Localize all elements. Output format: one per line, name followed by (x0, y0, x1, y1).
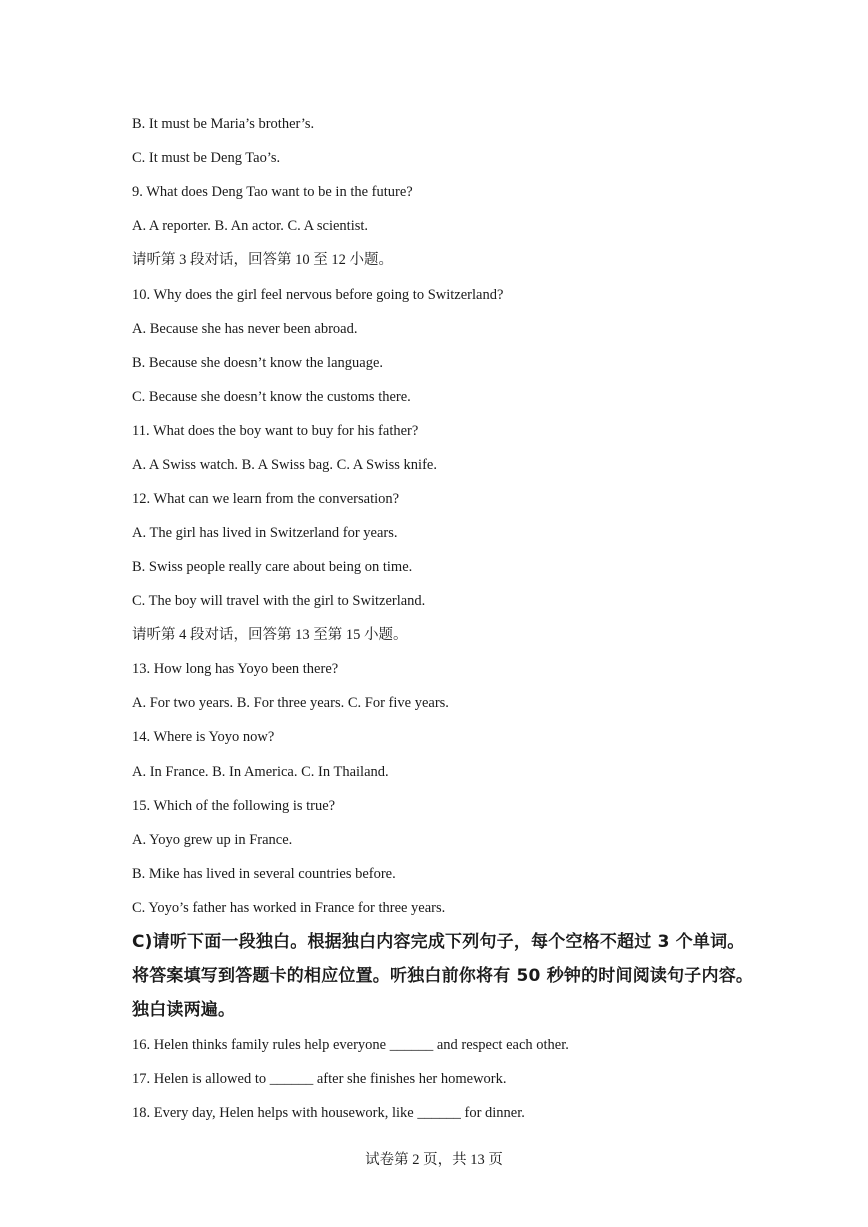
instruction-dialogue-3: 请听第 3 段对话，回答第 10 至 12 小题。 (132, 252, 393, 268)
option-12a: A. The girl has lived in Switzerland for years. (132, 525, 398, 541)
option-12b: B. Swiss people really care about being on time. (132, 559, 413, 575)
question-18: 18. Every day, Helen helps with housework, like ______ for dinner. (132, 1105, 525, 1121)
question-10: 10. Why does the girl feel nervous before going to Switzerland? (132, 287, 504, 303)
question-16: 16. Helen thinks family rules help everyone ______ and respect each other. (132, 1037, 569, 1053)
option-10c: C. Because she doesn’t know the customs there. (132, 389, 411, 405)
question-12: 12. What can we learn from the conversation? (132, 491, 400, 507)
options-9: A. A reporter. B. An actor. C. A scientist. (132, 218, 369, 234)
question-14: 14. Where is Yoyo now? (132, 729, 275, 745)
option-8c: C. It must be Deng Tao’s. (132, 150, 281, 166)
question-9: 9. What does Deng Tao want to be in the future? (132, 184, 413, 200)
option-15c: C. Yoyo’s father has worked in France for three years. (132, 900, 446, 916)
section-c-instruction-line3: 独白读两遍。 (132, 1000, 236, 1020)
option-15a: A. Yoyo grew up in France. (132, 832, 293, 848)
options-11: A. A Swiss watch. B. A Swiss bag. C. A Swiss knife. (132, 457, 437, 473)
section-c-instruction-line2: 将答案填写到答题卡的相应位置。听独白前你将有 50 秒钟的时间阅读句子内容。 (132, 966, 754, 986)
options-13: A. For two years. B. For three years. C. For five years. (132, 695, 449, 711)
instruction-dialogue-4: 请听第 4 段对话，回答第 13 至第 15 小题。 (132, 627, 408, 643)
question-17: 17. Helen is allowed to ______ after she finishes her homework. (132, 1071, 507, 1087)
question-11: 11. What does the boy want to buy for his father? (132, 423, 419, 439)
section-c-instruction-line1: C)请听下面一段独白。根据独白内容完成下列句子，每个空格不超过 3 个单词。 (132, 932, 745, 952)
option-12c: C. The boy will travel with the girl to Switzerland. (132, 593, 426, 609)
option-15b: B. Mike has lived in several countries before. (132, 866, 396, 882)
question-15: 15. Which of the following is true? (132, 798, 336, 814)
option-10b: B. Because she doesn’t know the language. (132, 355, 384, 371)
options-14: A. In France. B. In America. C. In Thailand. (132, 764, 389, 780)
option-10a: A. Because she has never been abroad. (132, 321, 358, 337)
question-13: 13. How long has Yoyo been there? (132, 661, 339, 677)
option-8b: B. It must be Maria’s brother’s. (132, 116, 315, 132)
page-footer: 试卷第 2 页，共 13 页 (365, 1152, 503, 1168)
